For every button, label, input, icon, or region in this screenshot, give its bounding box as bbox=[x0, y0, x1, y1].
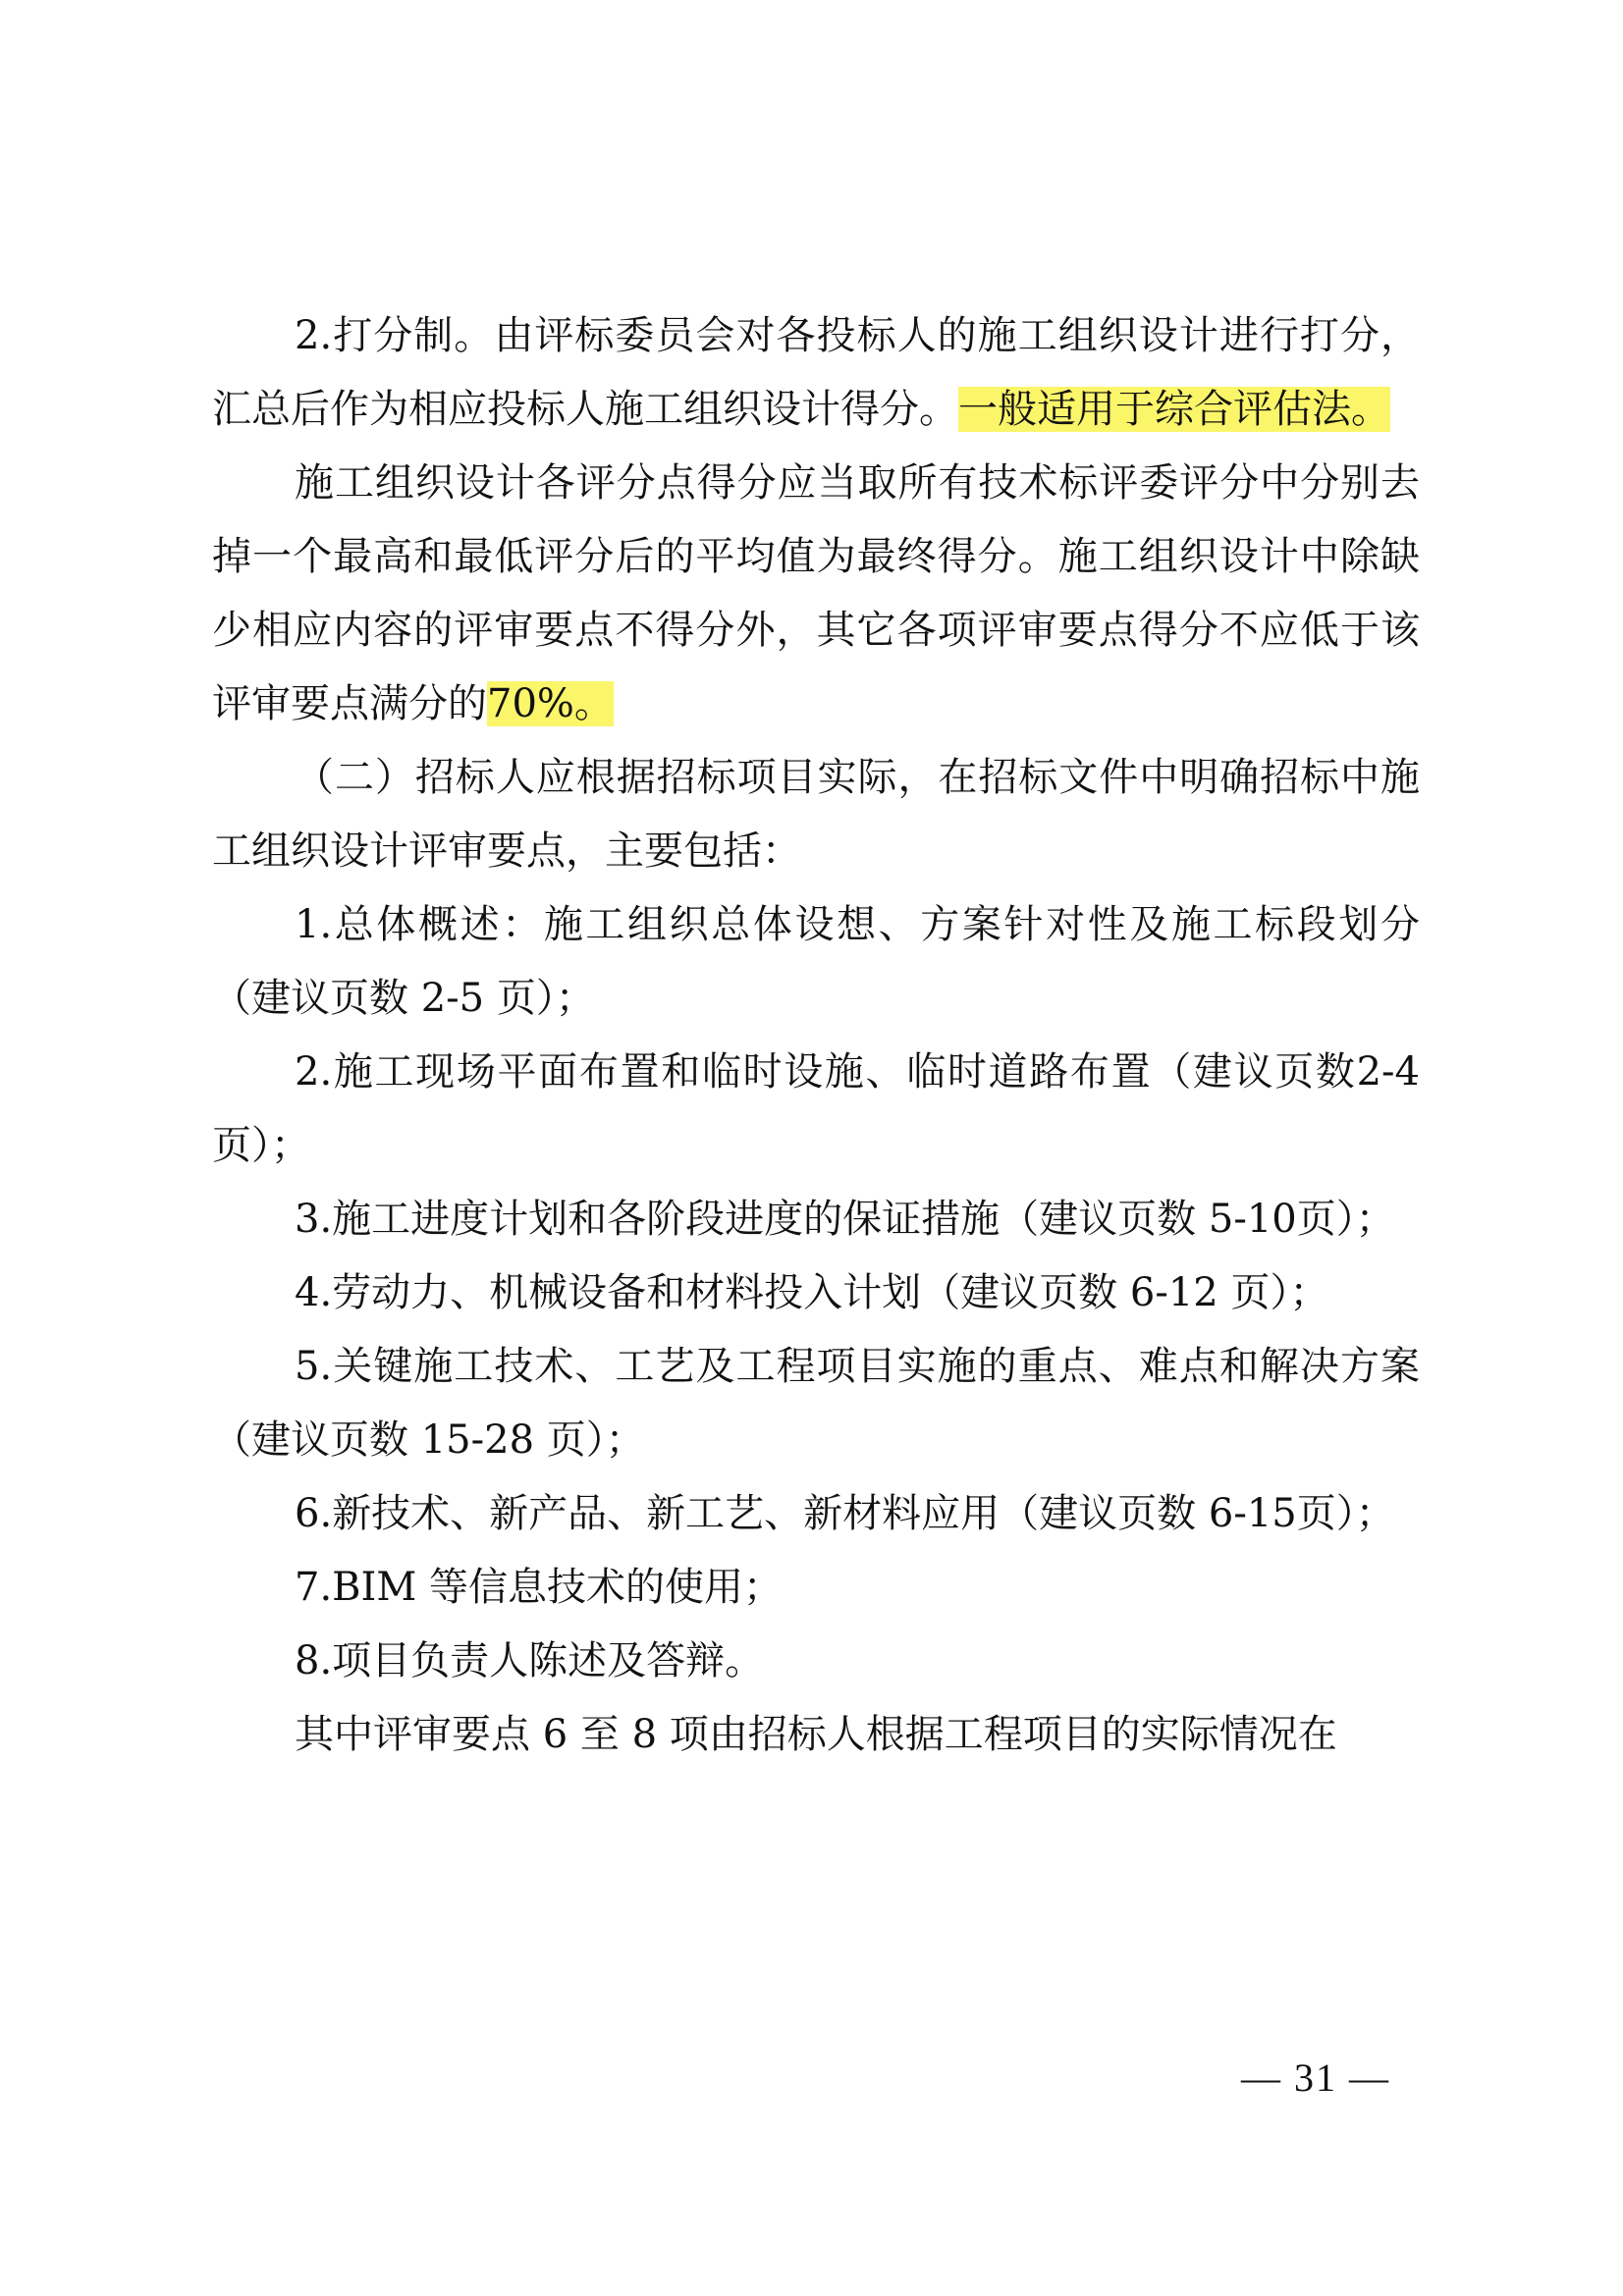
body-text bbox=[212, 299, 1420, 1772]
highlighted-text: 一般适用于综合评估法。 bbox=[958, 387, 1390, 432]
list-item-6: 6.新技术、新产品、新工艺、新材料应用（建议页数 6-15页）； bbox=[295, 1491, 1395, 1536]
paragraph-closing: 其中评审要点 6 至 8 项由招标人根据工程项目的实际情况在 bbox=[295, 1712, 1337, 1757]
highlighted-text: 70%。 bbox=[487, 681, 614, 726]
paragraph-text: 施工组织设计各评分点得分应当取所有技术标评委评分中分别去掉一个最高和最低评分后的平均值为最终得分。施工组织设计中除缺少相应内容的评审要点不得分外，其它各项评审要点得分不应低于该评审要点满分的 bbox=[212, 460, 1420, 726]
paragraph-scoring-method bbox=[212, 299, 1420, 447]
list-item-2: 2.施工现场平面布置和临时设施、临时道路布置（建议页数2-4 页）； bbox=[212, 1049, 1420, 1168]
list-item-1: 1.总体概述：施工组织总体设想、方案针对性及施工标段划分（建议页数 2-5 页）； bbox=[212, 902, 1420, 1021]
page-number: — 31 — bbox=[1241, 2056, 1390, 2100]
list-item-8: 8.项目负责人陈述及答辩。 bbox=[295, 1638, 765, 1683]
paragraph-text: 2.打分制。由评标委员会对各投标人的施工组织设计进行打分，汇总后作为相应投标人施工组织设计得分。 bbox=[212, 313, 1420, 432]
paragraph-section-2-intro: （二）招标人应根据招标项目实际，在招标文件中明确招标中施工组织设计评审要点，主要包括： bbox=[212, 755, 1420, 874]
paragraph-final-score-rule bbox=[212, 447, 1420, 741]
list-item-3: 3.施工进度计划和各阶段进度的保证措施（建议页数 5-10页）； bbox=[295, 1197, 1395, 1242]
list-item-5: 5.关键施工技术、工艺及工程项目实施的重点、难点和解决方案（建议页数 15-28 页）； bbox=[212, 1344, 1420, 1463]
list-item-4: 4.劳动力、机械设备和材料投入计划（建议页数 6-12 页）； bbox=[295, 1270, 1329, 1315]
list-item-7: 7.BIM 等信息技术的使用； bbox=[295, 1565, 784, 1610]
